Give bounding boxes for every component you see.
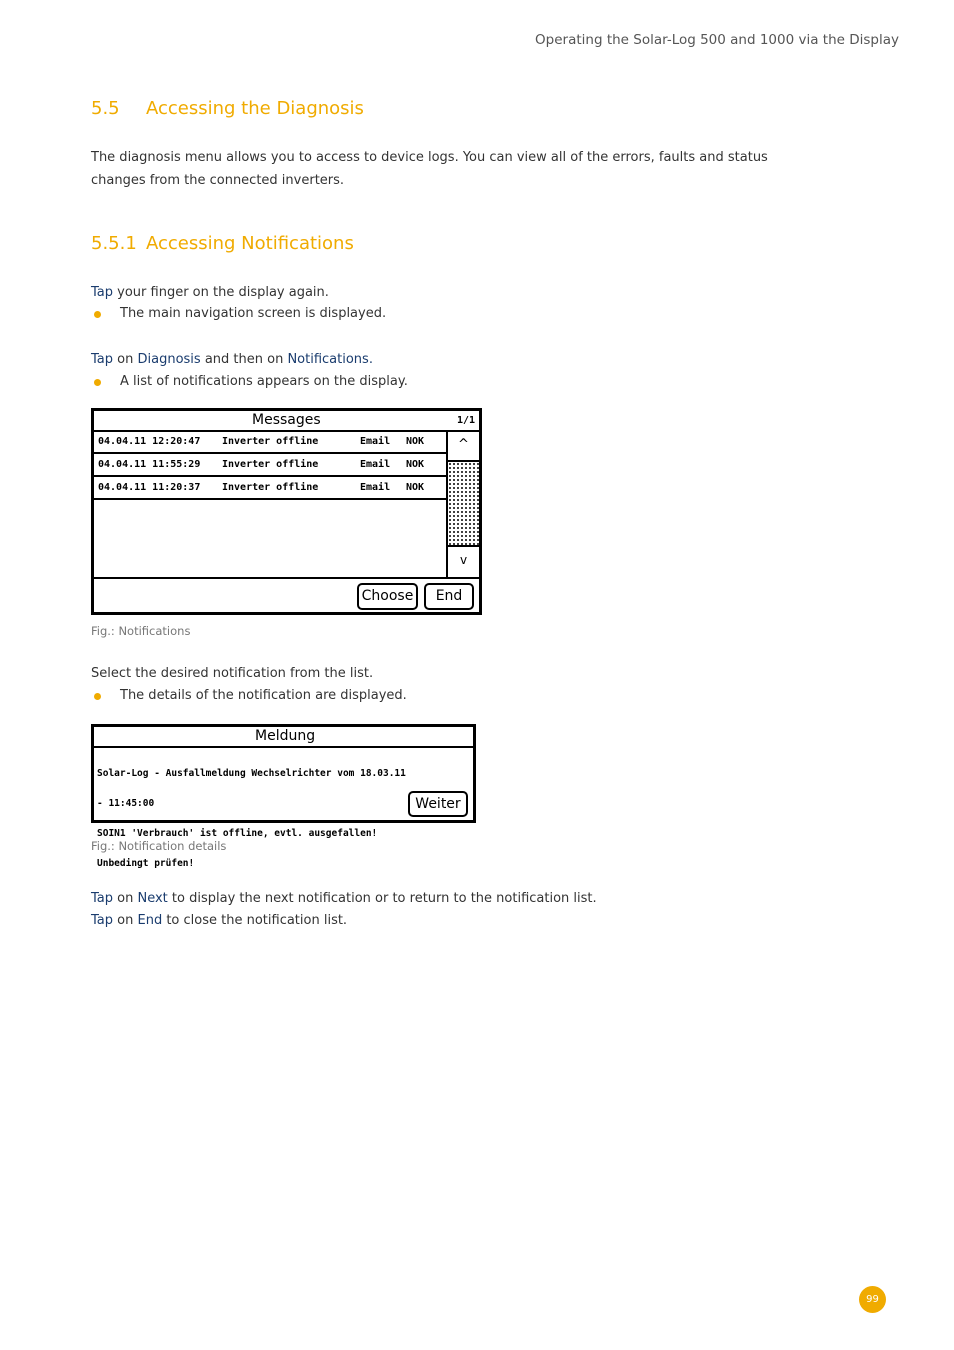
- result-text: The main navigation screen is displayed.: [120, 306, 387, 321]
- table-row[interactable]: [94, 432, 448, 454]
- step-text: to display the next notification or to return to the notification list.: [167, 891, 597, 906]
- table-row[interactable]: [94, 455, 448, 477]
- row-datetime: 04.04.11 11:55:29: [98, 459, 201, 470]
- page-indicator: 1/1: [456, 415, 475, 426]
- messages-title: Messages: [252, 412, 321, 428]
- row-channel: Email: [360, 482, 391, 493]
- section-number: 5.5: [91, 98, 120, 119]
- row-status: NOK: [406, 482, 425, 493]
- chevron-up-icon: ^: [458, 437, 469, 452]
- row-channel: Email: [360, 459, 391, 470]
- end-button[interactable]: End: [424, 583, 474, 610]
- messages-screen: [91, 408, 482, 615]
- table-row[interactable]: [94, 478, 448, 500]
- step-2: [91, 348, 373, 371]
- result-text: A list of notifications appears on the display.: [120, 374, 408, 389]
- keyword-tap: Tap: [91, 285, 114, 300]
- detail-title: Meldung: [255, 728, 316, 744]
- keyword-diagnosis: Diagnosis: [137, 352, 201, 367]
- row-datetime: 04.04.11 12:20:47: [98, 436, 201, 447]
- bullet-icon: [94, 311, 101, 318]
- step-text: on: [113, 891, 138, 906]
- keyword-notifications: Notifications.: [287, 352, 373, 367]
- row-status: NOK: [406, 436, 425, 447]
- scrollbar-track[interactable]: [448, 462, 479, 547]
- keyword-end: End: [137, 913, 163, 928]
- keyword-next: Next: [137, 891, 168, 906]
- figure-caption: Fig.: Notifications: [91, 624, 191, 638]
- detail-line: Solar-Log - Ausfallmeldung Wechselrichter vom 18.03.11: [97, 768, 406, 779]
- intro-line: changes from the connected inverters.: [91, 173, 345, 188]
- section-heading: [91, 98, 364, 119]
- keyword-tap: Tap: [91, 352, 114, 367]
- row-event: Inverter offline: [222, 436, 319, 447]
- intro-paragraph: [91, 146, 768, 192]
- detail-line: Unbedingt prüfen!: [97, 858, 195, 869]
- page-number-badge: 99: [859, 1286, 886, 1313]
- footer-divider: [94, 577, 479, 579]
- subsection-heading: [91, 233, 354, 254]
- scrollbar[interactable]: [446, 430, 479, 577]
- row-event: Inverter offline: [222, 482, 319, 493]
- row-status: NOK: [406, 459, 425, 470]
- step-text: and then on: [200, 352, 288, 367]
- detail-line: SOIN1 'Verbrauch' ist offline, evtl. ausgefallen!: [97, 828, 378, 839]
- step-text: on: [113, 352, 138, 367]
- next-button[interactable]: Weiter: [408, 791, 468, 817]
- detail-message: [97, 749, 406, 889]
- title-divider: [94, 746, 473, 748]
- keyword-tap: Tap: [91, 891, 114, 906]
- step-5: [91, 909, 347, 932]
- subsection-title: Accessing Notifications: [146, 233, 354, 254]
- running-header: Operating the Solar-Log 500 and 1000 via the Display: [535, 32, 899, 48]
- row-datetime: 04.04.11 11:20:37: [98, 482, 201, 493]
- detail-line: - 11:45:00: [97, 798, 155, 809]
- keyword-tap: Tap: [91, 913, 114, 928]
- bullet-icon: [94, 693, 101, 700]
- step-1: [91, 281, 329, 304]
- section-title: Accessing the Diagnosis: [146, 98, 364, 119]
- step-4: [91, 887, 597, 910]
- step-text: to close the notification list.: [162, 913, 348, 928]
- step-3: Select the desired notification from the list.: [91, 666, 374, 681]
- result-text: The details of the notification are displayed.: [120, 688, 407, 703]
- subsection-number: 5.5.1: [91, 233, 137, 254]
- scroll-down-button[interactable]: [448, 545, 479, 577]
- scroll-up-button[interactable]: [448, 430, 479, 462]
- step-text: your finger on the display again.: [113, 285, 329, 300]
- bullet-icon: [94, 379, 101, 386]
- choose-button[interactable]: Choose: [357, 583, 418, 610]
- step-text: on: [113, 913, 138, 928]
- intro-line: The diagnosis menu allows you to access to device logs. You can view all of the errors, faults and status: [91, 150, 768, 165]
- chevron-down-icon: v: [459, 553, 468, 567]
- row-channel: Email: [360, 436, 391, 447]
- row-event: Inverter offline: [222, 459, 319, 470]
- figure-caption: Fig.: Notification details: [91, 839, 227, 853]
